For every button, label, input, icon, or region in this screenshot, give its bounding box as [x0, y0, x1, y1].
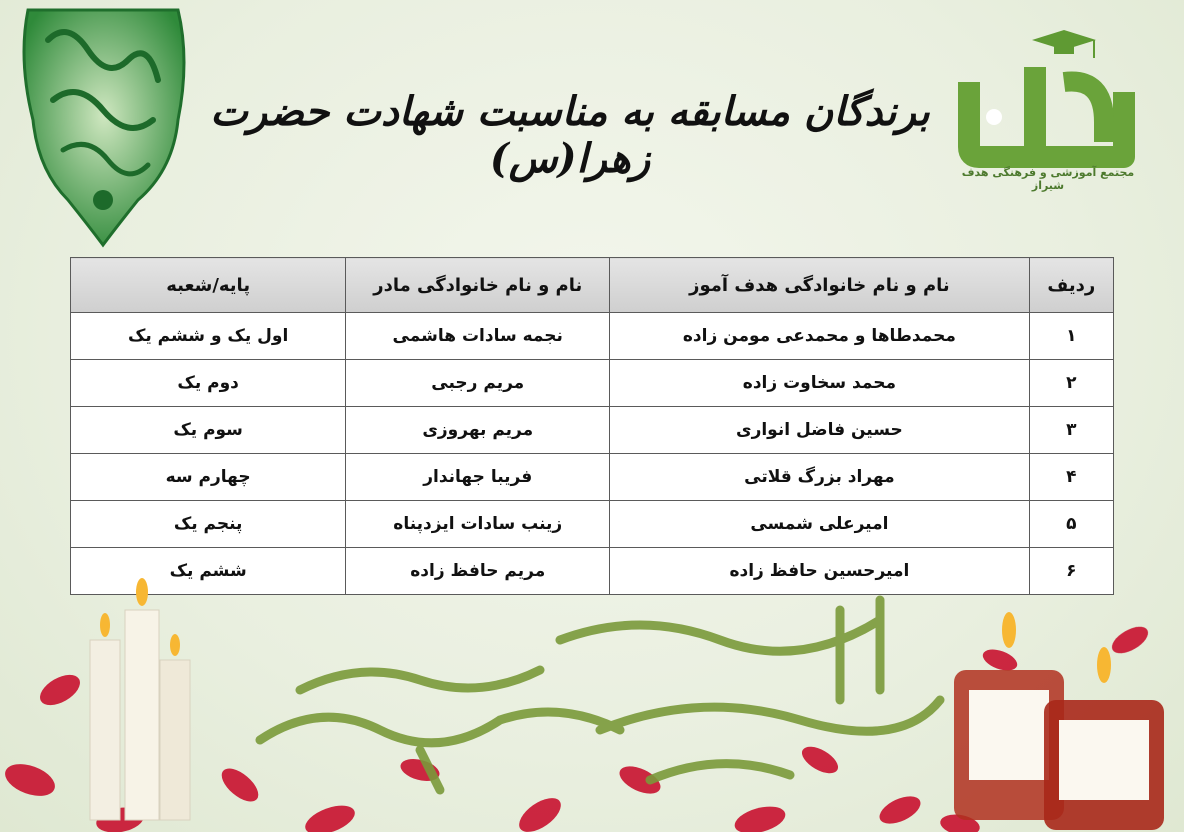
cell-grade: دوم یک: [71, 360, 346, 407]
winners-table: [70, 257, 1114, 595]
cell-grade: ششم یک: [71, 548, 346, 595]
header-mother-name: نام و نام خانوادگی مادر: [346, 258, 610, 313]
cell-mother-name: نجمه سادات هاشمی: [346, 313, 610, 360]
cell-grade: اول یک و ششم یک: [71, 313, 346, 360]
cell-row-number: ۲: [1029, 360, 1113, 407]
cell-row-number: ۱: [1029, 313, 1113, 360]
candles-right-icon: [944, 610, 1174, 832]
cell-grade: پنجم یک: [71, 501, 346, 548]
cell-student-name: حسین فاضل انواری: [610, 407, 1029, 454]
cell-grade: سوم یک: [71, 407, 346, 454]
header-student-name: نام و نام خانوادگی هدف آموز: [610, 258, 1029, 313]
table-row: [71, 501, 1114, 548]
cell-mother-name: زینب سادات ایزدپناه: [346, 501, 610, 548]
header-grade: پایه/شعبه: [71, 258, 346, 313]
page-title: برندگان مسابقه به مناسبت شهادت حضرت زهرا(س): [210, 88, 930, 182]
table-row: [71, 313, 1114, 360]
table-row: [71, 407, 1114, 454]
cell-row-number: ۳: [1029, 407, 1113, 454]
calligraphy-emblem-icon: [8, 0, 198, 250]
cell-row-number: ۴: [1029, 454, 1113, 501]
cell-student-name: امیرحسین حافظ زاده: [610, 548, 1029, 595]
cell-mother-name: فریبا جهاندار: [346, 454, 610, 501]
cell-mother-name: مریم رجبی: [346, 360, 610, 407]
cell-row-number: ۵: [1029, 501, 1113, 548]
candles-left-icon: [60, 570, 220, 832]
header-row-number: ردیف: [1029, 258, 1113, 313]
cell-student-name: محمد سخاوت زاده: [610, 360, 1029, 407]
table-header-row: [71, 258, 1114, 313]
cell-mother-name: مریم حافظ زاده: [346, 548, 610, 595]
cell-student-name: امیرعلی شمسی: [610, 501, 1029, 548]
table-row: [71, 360, 1114, 407]
cell-mother-name: مریم بهروزی: [346, 407, 610, 454]
cell-student-name: مهراد بزرگ قلاتی: [610, 454, 1029, 501]
table-row: [71, 454, 1114, 501]
logo-caption: مجتمع آموزشی و فرهنگی هدف شیراز: [961, 166, 1135, 192]
cell-row-number: ۶: [1029, 548, 1113, 595]
cell-grade: چهارم سه: [71, 454, 346, 501]
cell-student-name: محمدطاها و محمدعی مومن زاده: [610, 313, 1029, 360]
